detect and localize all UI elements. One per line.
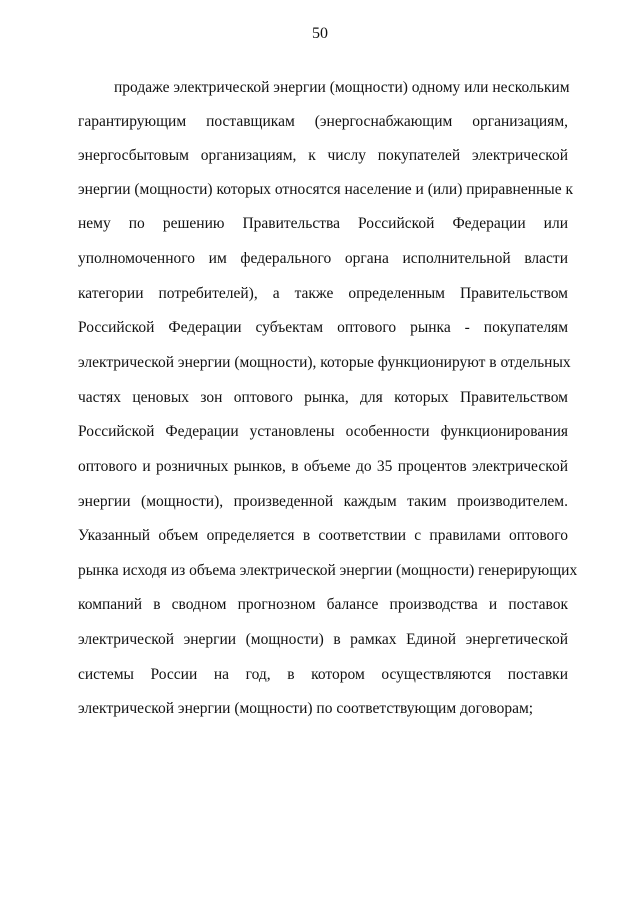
paragraph-line: нему по решению Правительства Российской Федерации или: [78, 215, 568, 232]
paragraph-line: компаний в сводном прогнозном балансе производства и поставок: [78, 596, 568, 613]
paragraph-line: системы России на год, в котором осуществляются поставки: [78, 666, 568, 683]
paragraph-line: энергии (мощности) которых относятся население и (или) приравненные к: [78, 181, 574, 198]
paragraph-line: энергии (мощности), произведенной каждым таким производителем.: [78, 493, 568, 510]
paragraph-line: гарантирующим поставщикам (энергоснабжающим организациям,: [78, 113, 568, 130]
paragraph-line: Российской Федерации субъектам оптового рынка - покупателям: [78, 319, 568, 336]
paragraph-line: Указанный объем определяется в соответствии с правилами оптового: [78, 527, 568, 544]
paragraph-line: электрической энергии (мощности) в рамках Единой энергетической: [78, 631, 568, 648]
page-number: 50: [312, 25, 328, 42]
paragraph-line: категории потребителей), а также определенным Правительством: [78, 285, 568, 302]
paragraph-line: уполномоченного им федерального органа исполнительной власти: [78, 250, 568, 267]
paragraph-line: энергосбытовым организациям, к числу покупателей электрической: [78, 147, 568, 164]
paragraph-line: частях ценовых зон оптового рынка, для которых Правительством: [78, 389, 568, 406]
paragraph-line: продаже электрической энергии (мощности) одному или нескольким: [114, 79, 570, 96]
paragraph-line: электрической энергии (мощности), которые функционируют в отдельных: [78, 354, 571, 371]
paragraph-line: рынка исходя из объема электрической энергии (мощности) генерирующих: [78, 562, 578, 579]
paragraph-line: Российской Федерации установлены особенности функционирования: [78, 423, 568, 440]
paragraph-line: электрической энергии (мощности) по соответствующим договорам;: [78, 700, 534, 717]
paragraph-line: оптового и розничных рынков, в объеме до 35 процентов электрической: [78, 458, 568, 475]
